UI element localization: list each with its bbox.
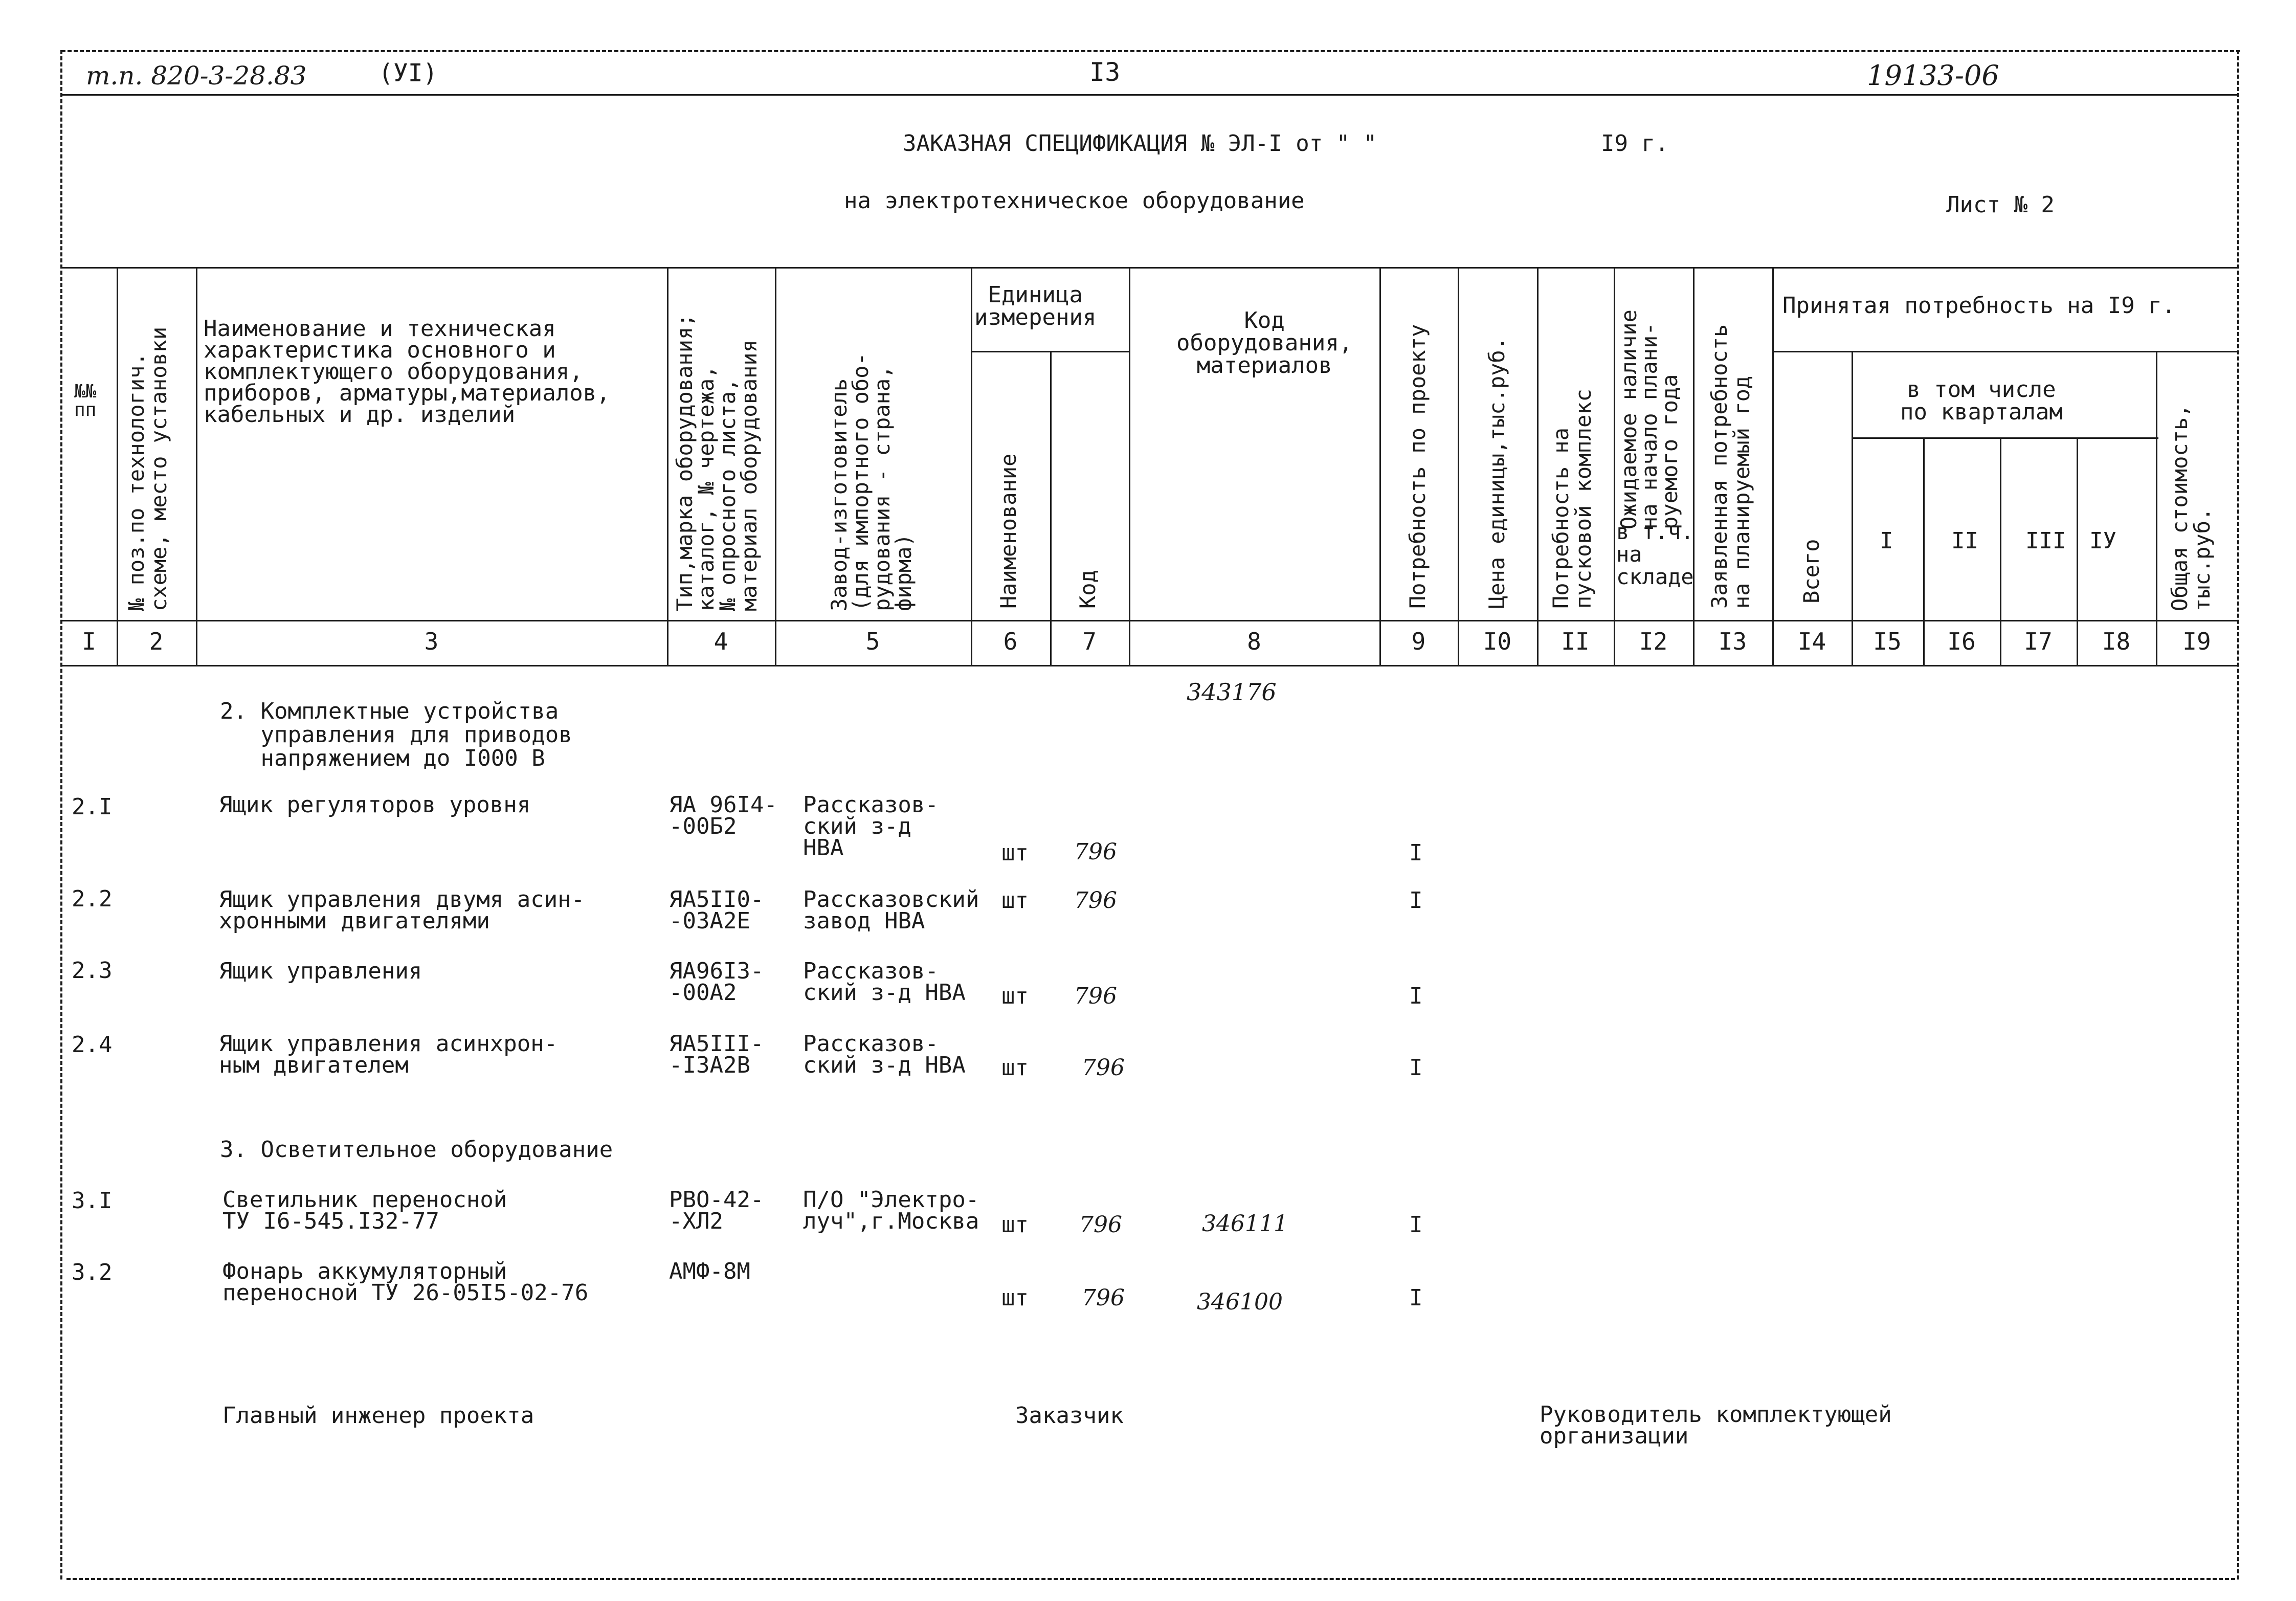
row-number: 2.2 (72, 886, 113, 912)
doc-number: 19133-06 (1867, 59, 1999, 92)
col-line (1772, 267, 1774, 665)
volume-label: (УI) (378, 59, 438, 87)
table-top-line (61, 267, 2238, 269)
col-header-expected: Ожидаемое наличие на начало плани- руемого года (1616, 309, 1682, 529)
column-number: I9 (2182, 628, 2211, 655)
col-header-declared: Заявленная потребность на планируемый год (1707, 324, 1754, 609)
row-code: 346100 (1197, 1289, 1283, 1315)
row-name: Ящик управления двумя асин- хронными двигателями (219, 886, 585, 934)
col-line (667, 267, 668, 665)
frame-top (61, 50, 2240, 52)
row-maker: П/О "Электро- луч",г.Москва (803, 1187, 979, 1234)
row-type: ЯА 96I4- -00Б2 (669, 792, 777, 839)
row-qty: I (1409, 983, 1423, 1009)
table-header-bottom (61, 620, 2238, 621)
row-unit: шт (1001, 840, 1029, 866)
row-name: Ящик регуляторов уровня (219, 792, 531, 818)
signature-head: Руководитель комплектующей организации (1540, 1402, 1892, 1449)
row-number: 2.3 (72, 958, 113, 984)
row-unit-code: 796 (1082, 1055, 1125, 1081)
row-type: РВО-42- -ХЛ2 (669, 1187, 764, 1234)
row-number: 2.I (72, 794, 113, 820)
column-number: I0 (1483, 628, 1512, 655)
col-line (1614, 267, 1615, 665)
col-header-price: Цена единицы,тыс.руб. (1484, 337, 1509, 609)
col-header-code: Код оборудования, материалов (1176, 307, 1353, 379)
column-number: I (82, 628, 96, 655)
col-line (1852, 351, 1853, 665)
column-number: 9 (1411, 628, 1426, 655)
col-header-total: Всего (1799, 539, 1824, 604)
row-name: Ящик управления асинхрон- ным двигателем (219, 1031, 558, 1078)
row-code: 346111 (1202, 1211, 1288, 1237)
row-type: АМФ-8М (669, 1258, 750, 1284)
row-qty: I (1409, 1212, 1423, 1238)
col-line (1129, 267, 1130, 665)
col-header-warehouse: в т.ч. на складе (1616, 519, 1694, 589)
row-number: 2.4 (72, 1032, 113, 1058)
signature-chief-engineer: Главный инженер проекта (222, 1403, 534, 1429)
column-number: I4 (1797, 628, 1826, 655)
row-qty: I (1409, 840, 1423, 866)
accepted-line (1772, 351, 2238, 352)
col-header-quarters: в том числе по кварталам (1900, 376, 2063, 425)
sheet-number: Лист № 2 (1946, 192, 2055, 218)
row-name: Светильник переносной ТУ I6-545.I32-77 (222, 1187, 507, 1234)
col-header-type: Тип,марка оборудования; каталог, № чертежа, № опросного листа, материал оборудования (672, 314, 762, 611)
col-header-maker: Завод-изготовитель (для импортного обо- рудования - страна, фирма) (827, 352, 916, 611)
spec-year: I9 г. (1601, 130, 1669, 157)
row-unit: шт (1001, 887, 1029, 914)
col-header-total-cost: Общая стоимость, тыс.руб. (2167, 404, 2215, 611)
col-line (1693, 267, 1695, 665)
col-header-q3: III (2025, 528, 2066, 554)
col-header-position: № поз.по технологич. схеме, место установки (124, 326, 171, 611)
column-number: I3 (1718, 628, 1747, 655)
row-qty: I (1409, 1055, 1423, 1081)
col-header-project-need: Потребность по проекту (1405, 324, 1430, 609)
col-line (1458, 267, 1459, 665)
row-unit-code: 796 (1074, 983, 1117, 1009)
col-header-unit-name: Наименование (996, 453, 1021, 609)
row-unit: шт (1001, 983, 1029, 1009)
quarters-line (1852, 437, 2158, 439)
col-line (2156, 351, 2157, 665)
col-line (117, 267, 118, 665)
col-header-num: №№ пп (74, 381, 97, 420)
column-number: I6 (1947, 628, 1976, 655)
column-number: I7 (2024, 628, 2053, 655)
col-line (1050, 351, 1052, 665)
column-number: I5 (1873, 628, 1902, 655)
col-line (1379, 267, 1381, 665)
frame-left (60, 50, 62, 1580)
row-maker: Рассказов- ский з-д НВА (803, 958, 966, 1006)
column-number: 2 (149, 628, 164, 655)
col-header-q4: IУ (2089, 528, 2116, 554)
col-header-unit-group: Единица измерения (974, 282, 1097, 330)
frame-bottom (66, 1578, 2235, 1580)
column-number: I2 (1639, 628, 1668, 655)
row-qty: I (1409, 1285, 1423, 1311)
spec-title: ЗАКАЗНАЯ СПЕЦИФИКАЦИЯ № ЭЛ-I от " " (903, 130, 1377, 157)
col-header-unit-code: Код (1075, 570, 1100, 609)
column-number: 7 (1082, 628, 1097, 655)
col-line (196, 267, 197, 665)
col-line (775, 267, 776, 665)
col-header-q2: II (1951, 528, 1978, 554)
column-number: II (1561, 628, 1590, 655)
row-unit: шт (1001, 1212, 1029, 1238)
col-line (1537, 267, 1539, 665)
section-3-title: 3. Осветительное оборудование (220, 1137, 613, 1163)
row-type: ЯА5III- -I3А2В (669, 1031, 764, 1078)
col-header-name: Наименование и техническая характеристика основного и комплектующего оборудования, приборов, арматуры,материалов, кабельных и др. изделий (204, 316, 610, 428)
row-maker: Рассказовский завод НВА (803, 886, 979, 934)
row-unit-code: 796 (1082, 1285, 1125, 1311)
section-2-title: 2. Комплектные устройства управления для приводов напряжением до I000 В (220, 698, 572, 771)
row-number: 3.2 (72, 1259, 113, 1285)
col-header-launch: Потребность на пусковой комплекс (1548, 389, 1596, 609)
column-number: 3 (424, 628, 439, 655)
column-number: 8 (1247, 628, 1261, 655)
col-header-q1: I (1880, 528, 1893, 554)
column-number: 4 (714, 628, 728, 655)
section-2-code: 343176 (1187, 678, 1277, 706)
row-maker: Рассказов- ский з-д НВА (803, 792, 939, 861)
row-unit-code: 796 (1074, 887, 1117, 914)
page-number: I3 (1089, 57, 1121, 87)
frame-right (2237, 50, 2239, 1580)
row-unit-code: 796 (1074, 839, 1117, 865)
spec-subtitle: на электротехническое оборудование (844, 188, 1305, 214)
column-number: I8 (2102, 628, 2131, 655)
col-line (971, 267, 972, 665)
table-numbers-bottom (61, 665, 2238, 666)
header-separator (61, 94, 2238, 96)
row-qty: I (1409, 887, 1423, 914)
row-type: ЯА96I3- -00А2 (669, 958, 764, 1006)
row-unit-code: 796 (1079, 1212, 1122, 1238)
col-header-accepted: Принятая потребность на I9 г. (1782, 293, 2176, 319)
row-type: ЯА5II0- -03А2Е (669, 886, 764, 934)
row-maker: Рассказов- ский з-д НВА (803, 1031, 966, 1078)
signature-customer: Заказчик (1015, 1403, 1124, 1429)
column-number: 5 (865, 628, 880, 655)
row-name: Фонарь аккумуляторный переносной ТУ 26-05I5-02-76 (222, 1258, 589, 1306)
column-number: 6 (1003, 628, 1018, 655)
row-name: Ящик управления (219, 958, 422, 984)
project-code: т.п. 820-3-28.83 (86, 61, 307, 91)
row-number: 3.I (72, 1188, 113, 1214)
row-unit: шт (1001, 1055, 1029, 1081)
row-unit: шт (1001, 1285, 1029, 1311)
